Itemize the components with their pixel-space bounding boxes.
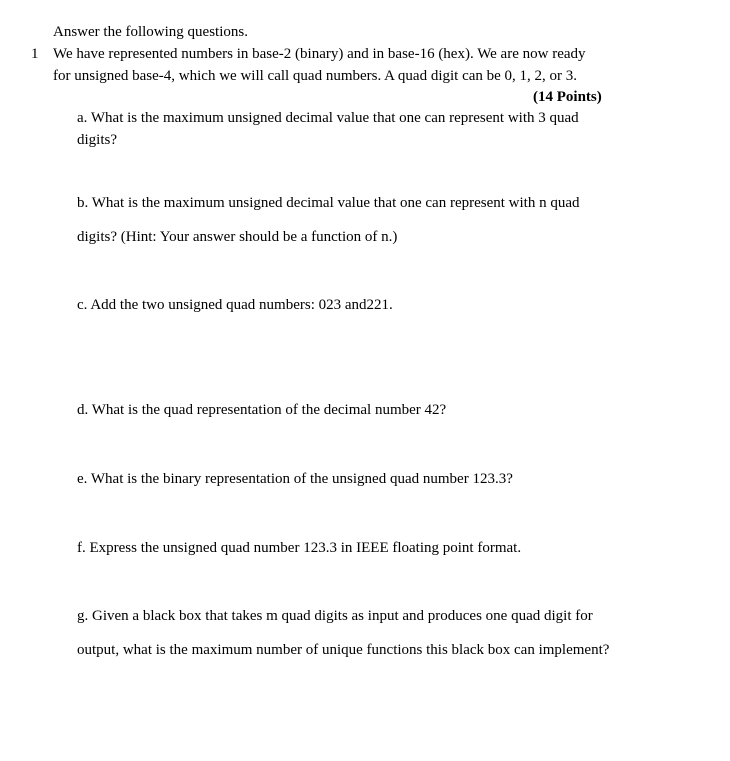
part-a-line-1: a. What is the maximum unsigned decimal value that one can represent with 3 quad <box>77 110 579 126</box>
part-b-line-2: digits? (Hint: Your answer should be a function of n.) <box>77 229 398 245</box>
part-e-line-1: e. What is the binary representation of the unsigned quad number 123.3? <box>77 471 513 487</box>
part-g-line-2: output, what is the maximum number of unique functions this black box can implement? <box>77 642 610 658</box>
instruction-text: Answer the following questions. <box>53 24 248 40</box>
points-label: (14 Points) <box>533 89 602 105</box>
question-intro-line-1: We have represented numbers in base-2 (binary) and in base-16 (hex). We are now ready <box>53 46 586 62</box>
part-g-line-1: g. Given a black box that takes m quad digits as input and produces one quad digit for <box>77 608 593 624</box>
part-a-line-2: digits? <box>77 132 117 148</box>
question-number: 1 <box>31 46 39 62</box>
question-intro-line-2: for unsigned base-4, which we will call quad numbers. A quad digit can be 0, 1, 2, or 3. <box>53 68 578 84</box>
part-f-line-1: f. Express the unsigned quad number 123.3 in IEEE floating point format. <box>77 540 522 556</box>
part-b-line-1: b. What is the maximum unsigned decimal value that one can represent with n quad <box>77 195 580 211</box>
part-d-line-1: d. What is the quad representation of the decimal number 42? <box>77 402 447 418</box>
part-c-line-1: c. Add the two unsigned quad numbers: 023 and221. <box>77 297 393 313</box>
